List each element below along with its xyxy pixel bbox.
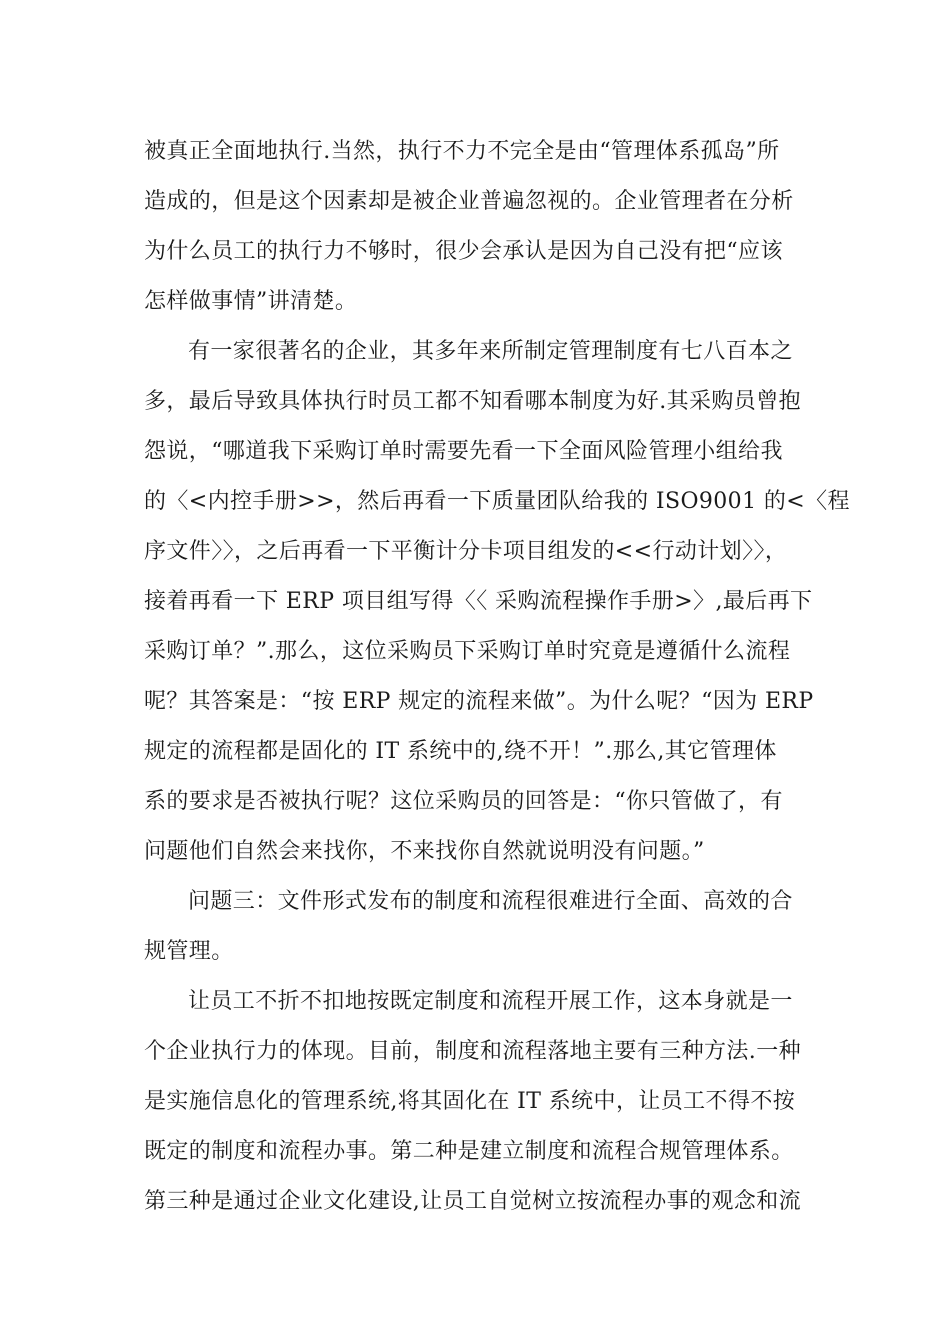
text-line: 规定的流程都是固化的 IT 系统中的,绕不开！”.那么,其它管理体 bbox=[144, 739, 777, 764]
text-line: 序文件〉〉，之后再看一下平衡计分卡项目组发的<<行动计划〉〉， bbox=[144, 539, 788, 564]
paragraph-first-line: 让员工不折不扣地按既定制度和流程开展工作，这本身就是一 bbox=[188, 989, 793, 1014]
text-line: 怎样做事情”讲清楚。 bbox=[144, 289, 358, 314]
text-line: 问题他们自然会来找你，不来找你自然就说明没有问题。” bbox=[144, 839, 705, 864]
text-line: 采购订单？”.那么，这位采购员下采购订单时究竟是遵循什么流程 bbox=[144, 639, 791, 664]
text-line: 呢？其答案是：“按 ERP 规定的流程来做”。为什么呢？“因为 ERP bbox=[144, 689, 814, 714]
text-line: 怨说，“哪道我下采购订单时需要先看一下全面风险管理小组给我 bbox=[144, 439, 783, 464]
text-line: 第三种是通过企业文化建设,让员工自觉树立按流程办事的观念和流 bbox=[144, 1189, 801, 1214]
text-line: 为什么员工的执行力不够时，很少会承认是因为自己没有把“应该 bbox=[144, 239, 783, 264]
text-line: 造成的，但是这个因素却是被企业普遍忽视的。企业管理者在分析 bbox=[144, 189, 794, 214]
text-line: 多，最后导致具体执行时员工都不知看哪本制度为好.其采购员曾抱 bbox=[144, 389, 801, 414]
section-heading-line: 问题三：文件形式发布的制度和流程很难进行全面、高效的合 bbox=[188, 889, 793, 914]
section-heading-line: 规管理。 bbox=[144, 939, 234, 964]
text-line: 个企业执行力的体现。目前，制度和流程落地主要有三种方法.一种 bbox=[144, 1039, 801, 1064]
text-line: 既定的制度和流程办事。第二种是建立制度和流程合规管理体系。 bbox=[144, 1139, 794, 1164]
text-line: 是实施信息化的管理系统,将其固化在 IT 系统中，让员工不得不按 bbox=[144, 1089, 796, 1114]
text-line: 的〈<内控手册>>，然后再看一下质量团队给我的 ISO9001 的<〈程 bbox=[144, 489, 850, 514]
paragraph-first-line: 有一家很著名的企业，其多年来所制定管理制度有七八百本之 bbox=[188, 339, 793, 364]
text-line: 接着再看一下 ERP 项目组写得〈〈 采购流程操作手册>〉,最后再下 bbox=[144, 589, 813, 614]
text-line: 系的要求是否被执行呢？这位采购员的回答是：“你只管做了，有 bbox=[144, 789, 783, 814]
text-line: 被真正全面地执行.当然，执行不力不完全是由“管理体系孤岛”所 bbox=[144, 139, 780, 164]
